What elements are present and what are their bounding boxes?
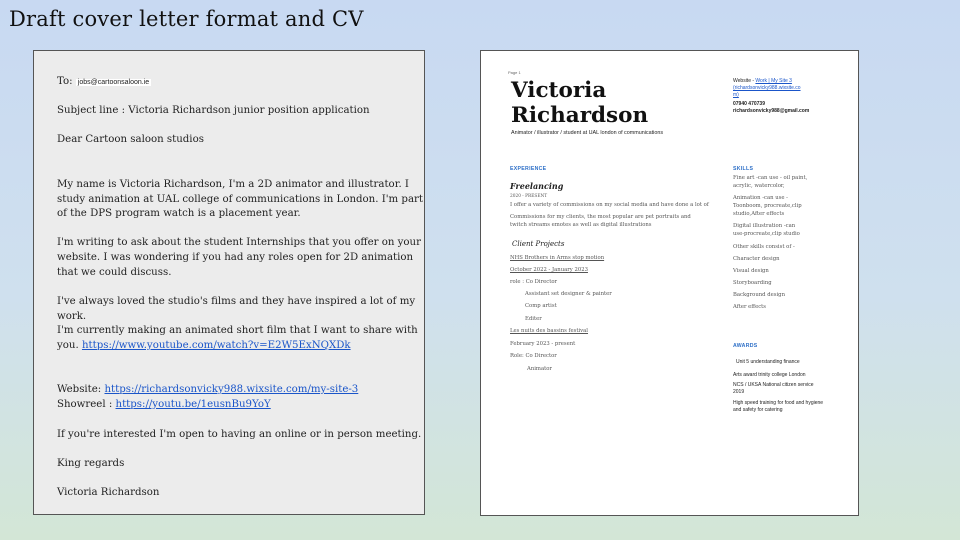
cv-name-last: Richardson — [511, 103, 649, 128]
cv-skill: Digital illustration -can — [733, 223, 796, 229]
cv-skill: Fine art -can use - oil paint, — [733, 175, 808, 181]
cv-role: Animator / illustrator / student at UAL london of communications — [511, 130, 664, 136]
cv-skill: Animation -can use - — [733, 195, 788, 201]
meeting-line: If you're interested I'm open to having an online or in person meeting. — [57, 429, 422, 440]
website-line — [57, 383, 358, 398]
cv-project1-subrole: Assistant set designer & painter — [525, 291, 612, 297]
para3-line: I've always loved the studio's films and they have inspired a lot of my — [57, 296, 416, 307]
signature: Victoria Richardson — [57, 487, 160, 498]
cv-awards-heading: AWARDS — [733, 343, 758, 349]
showreel-link[interactable]: https://youtu.be/1eusnBu9YoY — [115, 399, 271, 410]
cv-project1-role: role : Co Director — [510, 279, 558, 285]
signoff: King regards — [57, 458, 125, 469]
cv-website-line — [733, 78, 792, 85]
cv-panel — [480, 50, 859, 516]
cv-skill: use-procreate,clip studio — [733, 231, 800, 237]
para2-line: that we could discuss. — [57, 267, 172, 278]
film-link[interactable]: https://www.youtube.com/watch?v=E2W5ExNQXDk — [81, 340, 351, 351]
cv-job-desc: Commissions for my clients, the most popular are pet portraits and — [510, 214, 691, 220]
cv-award: High speed training for food and hygiene and safety for catering — [733, 400, 824, 413]
showreel-label: Showreel : — [57, 399, 113, 410]
website-label: Website: — [57, 384, 102, 395]
cv-skill: acrylic, watercolor, — [733, 183, 785, 189]
cv-experience-heading: EXPERIENCE — [510, 166, 547, 172]
cv-job-desc: twitch streams emotes as well as digital illustrations — [510, 222, 652, 228]
cover-letter-panel — [33, 50, 425, 515]
cv-project1-dates: October 2022 - January 2023 — [510, 267, 588, 273]
cv-website-url-1 — [733, 85, 801, 92]
cv-job-desc: I offer a variety of commissions on my social media and have done a lot of — [510, 202, 709, 208]
para2-line: I'm writing to ask about the student Internships that you offer on your — [57, 237, 421, 248]
to-email: jobs@cartoonsaloon.ie — [77, 79, 150, 86]
cv-website-url-part[interactable]: m) — [733, 92, 739, 98]
cv-projects-heading: Client Projects — [512, 240, 565, 248]
cv-award: NCS / UKSA National citizen service 2019 — [733, 382, 814, 395]
cv-skill: After effects — [733, 304, 767, 310]
cv-name-first: Victoria — [511, 78, 607, 103]
para1-line: of the DPS program watch is a placement year. — [57, 208, 301, 219]
cv-project1-subrole: Editer — [525, 316, 542, 322]
slide-title: Draft cover letter format and CV — [9, 7, 364, 31]
subject-line: Subject line : Victoria Richardson junior position application — [57, 105, 370, 116]
film-prefix: you. — [57, 340, 79, 351]
para3-line: I'm currently making an animated short film that I want to share with — [57, 325, 418, 336]
cv-project1-subrole: Comp artist — [525, 303, 557, 309]
greeting: Dear Cartoon saloon studios — [57, 134, 204, 145]
cv-skill: studio,After effects — [733, 211, 785, 217]
cv-project2-dates: February 2023 - present — [510, 341, 576, 347]
para2-line: website. I was wondering if you had any roles open for 2D animation — [57, 252, 414, 263]
para1-line: study animation at UAL college of communications in London. I'm part — [57, 194, 423, 205]
para3-line: work. — [57, 311, 87, 322]
cv-skill: Character design — [733, 256, 780, 262]
to-line — [57, 75, 151, 91]
cv-email: richardsonvicky988@gmail.com — [733, 108, 810, 114]
cv-skill: Other skills consist of - — [733, 244, 795, 250]
cv-skill: Storyboarding — [733, 280, 772, 286]
cv-website-url-2 — [733, 92, 739, 99]
to-label: To: — [57, 76, 73, 87]
cv-project2-role: Role: Co Director — [510, 353, 557, 359]
cv-website-link[interactable]: Work | My Site 3 — [755, 78, 792, 84]
film-line — [57, 339, 351, 354]
cv-job-dates: 2020 - PRESENT — [510, 194, 548, 199]
para1-line: My name is Victoria Richardson, I'm a 2D animator and illustrator. I — [57, 179, 409, 190]
cv-website-label: Website - — [733, 78, 755, 84]
website-link[interactable]: https://richardsonvicky988.wixsite.com/my-site-3 — [104, 384, 359, 395]
showreel-line — [57, 398, 271, 413]
cv-skill: Visual design — [733, 268, 769, 274]
cv-phone: 07940 470739 — [733, 101, 765, 107]
cv-award: Unit 5 understanding finance — [736, 359, 800, 365]
cv-skills-heading: SKILLS — [733, 166, 754, 172]
cv-award: Arts award trinity college London — [733, 372, 806, 378]
cv-website-url-part[interactable]: (richardsonvicky988.wixsite.co — [733, 85, 801, 91]
cv-page-label: Page 1 — [508, 70, 521, 75]
cv-skill: Background design — [733, 292, 785, 298]
cv-skill: Toonboom, procreate,clip — [733, 203, 802, 209]
cv-project2: Les nuits des bassins festival — [510, 328, 589, 334]
cv-job-title: Freelancing — [510, 181, 564, 191]
cv-project2-subrole: Animator — [527, 366, 552, 372]
cv-project1: NHS Brothers in Arms stop motion — [510, 255, 605, 261]
